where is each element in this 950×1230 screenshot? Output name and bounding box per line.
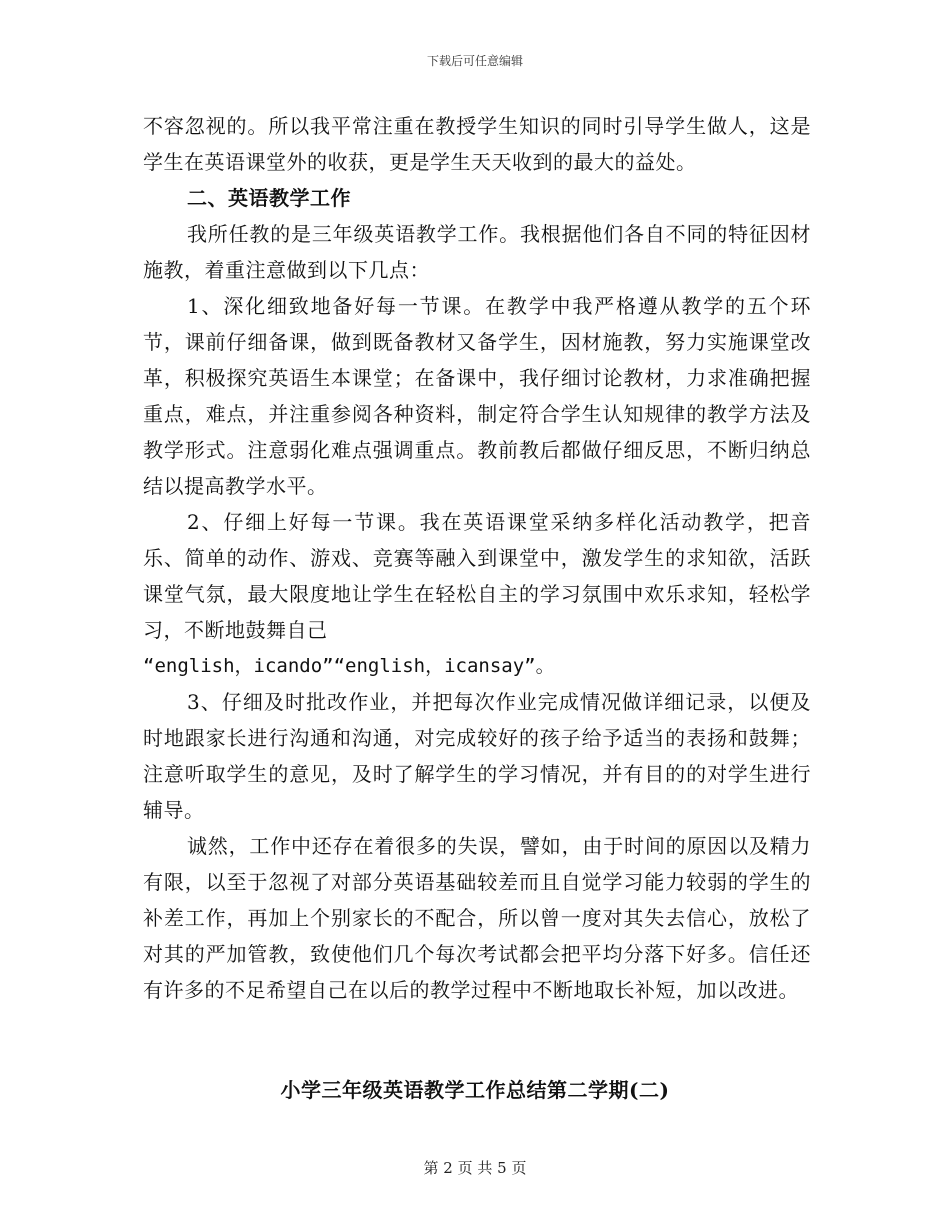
paragraph-item-2: 2、仔细上好每一节课。我在英语课堂采纳多样化活动教学，把音乐、简单的动作、游戏、竞赛等融入到课堂中，激发学生的求知欲，活跃课堂气氛，最大限度地让学生在轻松自主的学习氛围中欢乐求知，轻松学习，不断地鼓舞自己 xyxy=(143,510,811,642)
paragraph-english-quote: “english，icando”“english，icansay”。 xyxy=(143,655,555,677)
paragraph-intro: 我所任教的是三年级英语教学工作。我根据他们各自不同的特征因材施教，着重注意做到以下几点： xyxy=(143,222,811,282)
next-section-title: 小学三年级英语教学工作总结第二学期(二) xyxy=(280,1078,670,1102)
paragraph-item-1: 1、深化细致地备好每一节课。在教学中我严格遵从教学的五个环节，课前仔细备课，做到既备教材又备学生，因材施教，努力实施课堂改革，积极探究英语生本课堂；在备课中，我仔细讨论教材，力求准确把握重点，难点，并注重参阅各种资料，制定符合学生认知规律的教学方法及教学形式。注意弱化难点强调重点。教前教后都做仔细反思，不断归纳总结以提高教学水平。 xyxy=(143,294,811,498)
page-header: 下载后可任意编辑 xyxy=(426,54,523,68)
paragraph-reflection: 诚然，工作中还存在着很多的失误，譬如，由于时间的原因以及精力有限，以至于忽视了对部分英语基础较差而且自觉学习能力较弱的学生的补差工作，再加上个别家长的不配合，所以曾一度对其失去信心，放松了对其的严加管教，致使他们几个每次考试都会把平均分落下好多。信任还有许多的不足希望自己在以后的教学过程中不断地取长补短，加以改进。 xyxy=(143,834,811,1002)
paragraph-continuation: 不容忽视的。所以我平常注重在教授学生知识的同时引导学生做人，这是学生在英语课堂外的收获，更是学生天天收到的最大的益处。 xyxy=(143,114,811,174)
page-footer: 第 2 页 共 5 页 xyxy=(423,1159,527,1177)
paragraph-item-3: 3、仔细及时批改作业，并把每次作业完成情况做详细记录，以便及时地跟家长进行沟通和沟通，对完成较好的孩子给予适当的表扬和鼓舞；注意听取学生的意见，及时了解学生的学习情况，并有目的的对学生进行辅导。 xyxy=(143,690,811,822)
document-body xyxy=(143,108,811,1008)
section-heading: 二、英语教学工作 xyxy=(187,186,351,210)
